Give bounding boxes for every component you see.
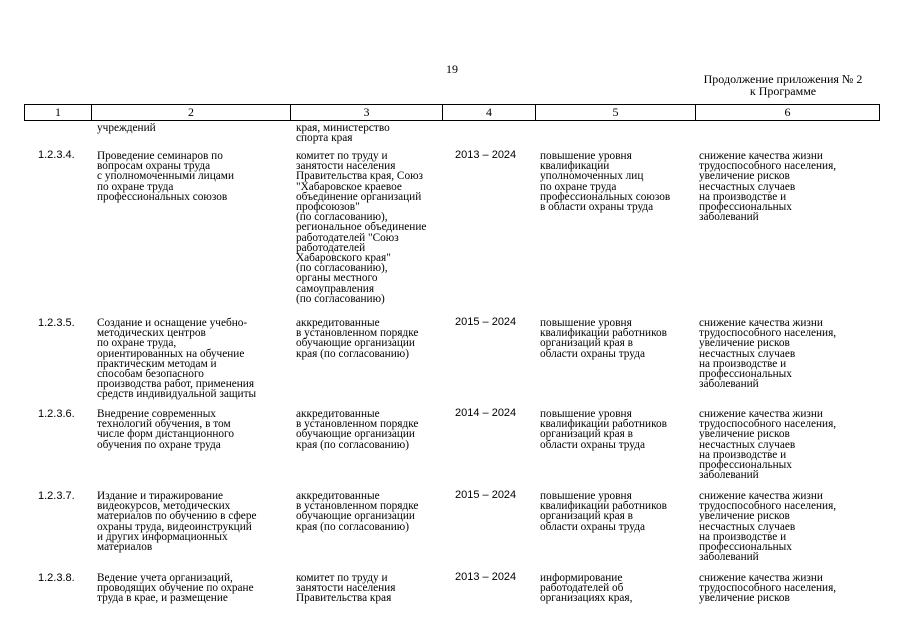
column-header-5: 5: [536, 105, 696, 121]
row-executor: аккредитованные в установленном порядке обучающие организации края (по согласованию): [296, 490, 419, 533]
row-name: Издание и тиражирование видеокурсов, методических материалов по обучению в сфере охраны труда, видеоинструкций и других информационных материалов: [97, 490, 257, 554]
row-period: 2013 – 2024: [455, 571, 517, 583]
row-name: Проведение семинаров по вопросам охраны труда с уполномоченными лицами по охране труда профессиональных союзов: [97, 150, 234, 203]
column-header-1: 1: [25, 105, 92, 121]
row-period: 2015 – 2024: [455, 316, 517, 328]
row-name: Внедрение современных технологий обучения, в том числе форм дистанционного обучения по охране труда: [97, 408, 235, 451]
row-number: 1.2.3.6.: [38, 408, 75, 420]
row-name: Создание и оснащение учебно- методических центров по охране труда, ориентированных на обучение практическим методам и способам безопасного производства работ, применения средств индивидуальной защиты: [97, 317, 257, 401]
column-header-row: [24, 104, 880, 121]
row-consequence: снижение качества жизни трудоспособного населения, увеличение рисков несчастных случаев на производстве и профессиональных заболеваний: [699, 150, 837, 224]
column-header-3: 3: [291, 105, 443, 121]
row-result: повышение уровня квалификации работников организаций края в области охраны труда: [540, 317, 667, 360]
appendix-line-1: Продолжение приложения № 2: [703, 72, 863, 86]
row-consequence: снижение качества жизни трудоспособного населения, увеличение рисков несчастных случаев на производстве и профессиональных заболеваний: [699, 317, 837, 391]
row-number: 1.2.3.8.: [38, 572, 75, 584]
column-header-6: 6: [696, 105, 880, 121]
continuation-executor: края, министерство спорта края: [296, 122, 390, 145]
row-period: 2013 – 2024: [455, 149, 517, 161]
row-consequence: снижение качества жизни трудоспособного населения, увеличение рисков несчастных случаев на производстве и профессиональных заболеваний: [699, 408, 837, 482]
row-period: 2015 – 2024: [455, 489, 517, 501]
row-number: 1.2.3.7.: [38, 490, 75, 502]
row-result: информирование работодателей об организациях края,: [540, 572, 633, 605]
appendix-caption: [688, 73, 878, 97]
row-executor: аккредитованные в установленном порядке обучающие организации края (по согласованию): [296, 408, 419, 451]
row-result: повышение уровня квалификации работников организаций края в области охраны труда: [540, 490, 667, 533]
row-result: повышение уровня квалификации работников организаций края в области охраны труда: [540, 408, 667, 451]
column-header-2: 2: [92, 105, 291, 121]
row-number: 1.2.3.5.: [38, 317, 75, 329]
row-consequence: снижение качества жизни трудоспособного населения, увеличение рисков: [699, 572, 837, 605]
row-number: 1.2.3.4.: [38, 149, 75, 161]
row-executor: комитет по труду и занятости населения Правительства края, Союз "Хабаровское краевое объединение организаций профсоюзов" (по согласованию), региональное объединение работодателей "Союз работодателей Хабаровского края" (по согласованию), органы местного самоуправления (по согласованию): [296, 150, 427, 305]
row-executor: аккредитованные в установленном порядке обучающие организации края (по согласованию): [296, 317, 419, 360]
row-name: Ведение учета организаций, проводящих обучение по охране труда в крае, и размещение: [97, 572, 254, 605]
row-result: повышение уровня квалификации уполномоченных лиц по охране труда профессиональных союзов в области охраны труда: [540, 150, 671, 214]
row-executor: комитет по труду и занятости населения Правительства края: [296, 572, 396, 605]
appendix-line-2: к Программе: [749, 84, 817, 98]
column-header-4: 4: [443, 105, 536, 121]
page-number: 19: [446, 62, 458, 76]
continuation-name: учреждений: [97, 122, 156, 134]
row-consequence: снижение качества жизни трудоспособного населения, увеличение рисков несчастных случаев на производстве и профессиональных заболеваний: [699, 490, 837, 564]
row-period: 2014 – 2024: [455, 407, 517, 419]
